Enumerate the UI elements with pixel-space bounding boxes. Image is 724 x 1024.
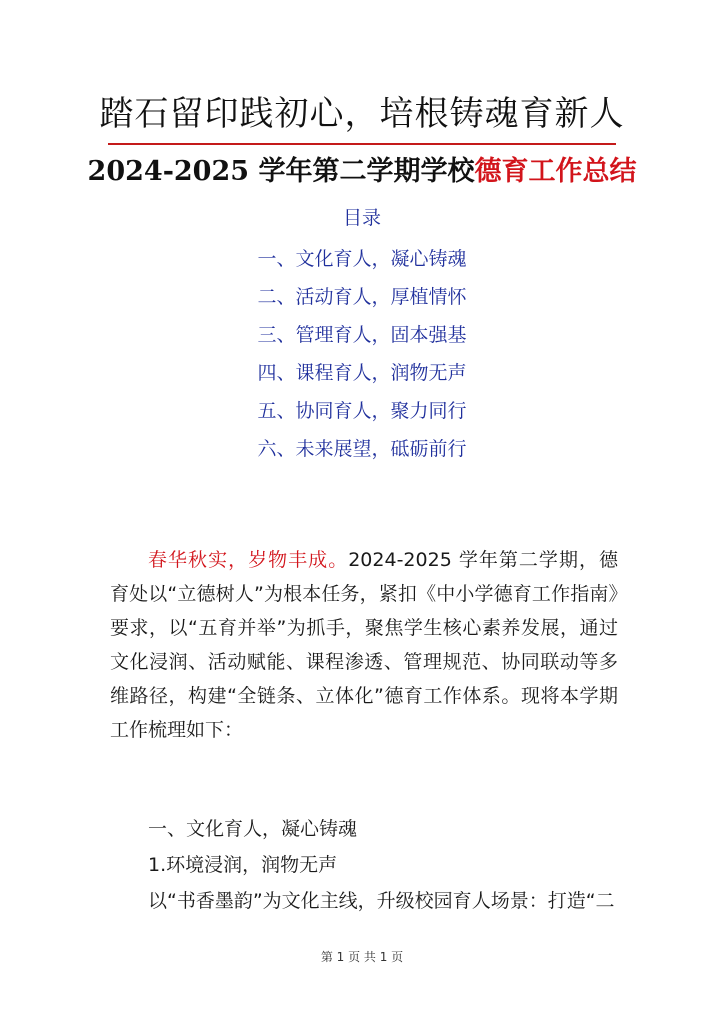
intro-paragraph	[110, 543, 618, 747]
intro-text: 2024-2025 学年第二学期，德育处以“立德树人”为根本任务，紧扣《中小学德育工作指南》要求，以“五育并举”为抓手，聚焦学生核心素养发展，通过文化浸润、活动赋能、课程渗透、管理规范、协同联动等多维路径，构建“全链条、立体化”德育工作体系。现将本学期工作梳理如下：	[110, 549, 618, 741]
toc-item-2[interactable]: 二、活动育人，厚植情怀	[257, 286, 467, 308]
toc-item-3[interactable]: 三、管理育人，固本强基	[257, 324, 467, 346]
subtitle-highlight: 德育工作总结	[474, 156, 637, 187]
page-footer: 第 1 页 共 1 页	[320, 950, 404, 964]
toc-item-1[interactable]: 一、文化育人，凝心铸魂	[257, 248, 467, 270]
subsection-heading-1-1: 1.环境浸润，润物无声	[148, 854, 338, 876]
toc-title: 目录	[342, 207, 381, 229]
subtitle	[0, 152, 724, 192]
section-paragraph-1-1: 以“书香墨韵”为文化主线，升级校园育人场景：打造“二	[148, 890, 615, 912]
toc-item-4[interactable]: 四、课程育人，润物无声	[257, 362, 467, 384]
subtitle-prefix: 2024-2025 学年第二学期学校	[87, 156, 475, 187]
main-title: 踏石留印践初心，培根铸魂育新人	[99, 94, 625, 134]
section-heading-1: 一、文化育人，凝心铸魂	[148, 818, 358, 840]
table-of-contents	[0, 240, 724, 468]
toc-item-6[interactable]: 六、未来展望，砥砺前行	[257, 438, 467, 460]
toc-item-5[interactable]: 五、协同育人，聚力同行	[257, 400, 467, 422]
title-divider	[108, 143, 616, 145]
intro-lead: 春华秋实，岁物丰成。	[148, 549, 349, 571]
